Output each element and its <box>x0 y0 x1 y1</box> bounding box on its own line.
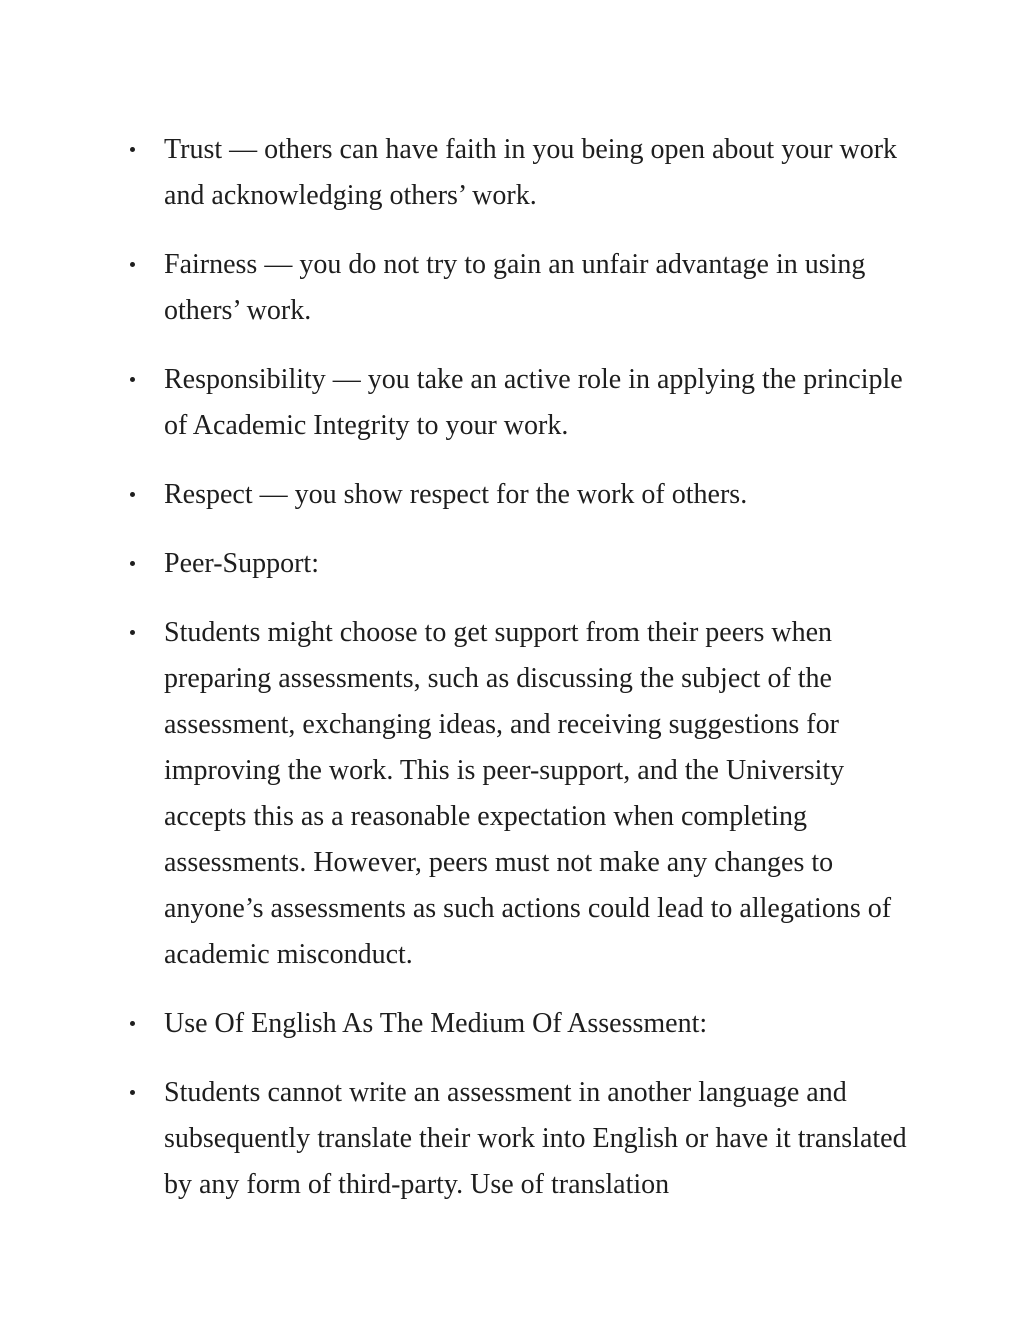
list-item-text: Peer-Support: <box>164 548 319 579</box>
list-item-text: Trust — others can have faith in you being open about your work and acknowledging others’ work. <box>164 134 898 211</box>
list-item-text: Students cannot write an assessment in another language and subsequently translate their work into English or have it translated by any form of third-party. Use of translation <box>164 1077 907 1200</box>
bullet-list <box>164 127 909 1231</box>
list-item <box>164 610 909 978</box>
list-item <box>164 1001 909 1047</box>
bullet-icon <box>130 1021 135 1026</box>
list-item <box>164 127 909 219</box>
list-item-text: Fairness — you do not try to gain an unfair advantage in using others’ work. <box>164 249 866 326</box>
bullet-icon <box>130 377 135 382</box>
bullet-icon <box>130 630 135 635</box>
bullet-icon <box>130 1090 135 1095</box>
bullet-icon <box>130 492 135 497</box>
bullet-icon <box>130 262 135 267</box>
list-item <box>164 541 909 587</box>
list-item-text: Students might choose to get support from their peers when preparing assessments, such as discussing the subject of the assessment, exchanging ideas, and receiving suggestions for improving the work. This is peer-support, and the University accepts this as a reasonable expectation when completing assessments. However, peers must not make any changes to anyone’s assessments as such actions could lead to allegations of academic misconduct. <box>164 617 892 970</box>
list-item <box>164 1070 909 1208</box>
bullet-icon <box>130 147 135 152</box>
bullet-icon <box>130 561 135 566</box>
list-item-text: Responsibility — you take an active role in applying the principle of Academic Integrity to your work. <box>164 364 903 441</box>
list-item-text: Use Of English As The Medium Of Assessment: <box>164 1008 708 1039</box>
list-item <box>164 357 909 449</box>
list-item <box>164 472 909 518</box>
list-item-text: Respect — you show respect for the work of others. <box>164 479 748 510</box>
list-item <box>164 242 909 334</box>
